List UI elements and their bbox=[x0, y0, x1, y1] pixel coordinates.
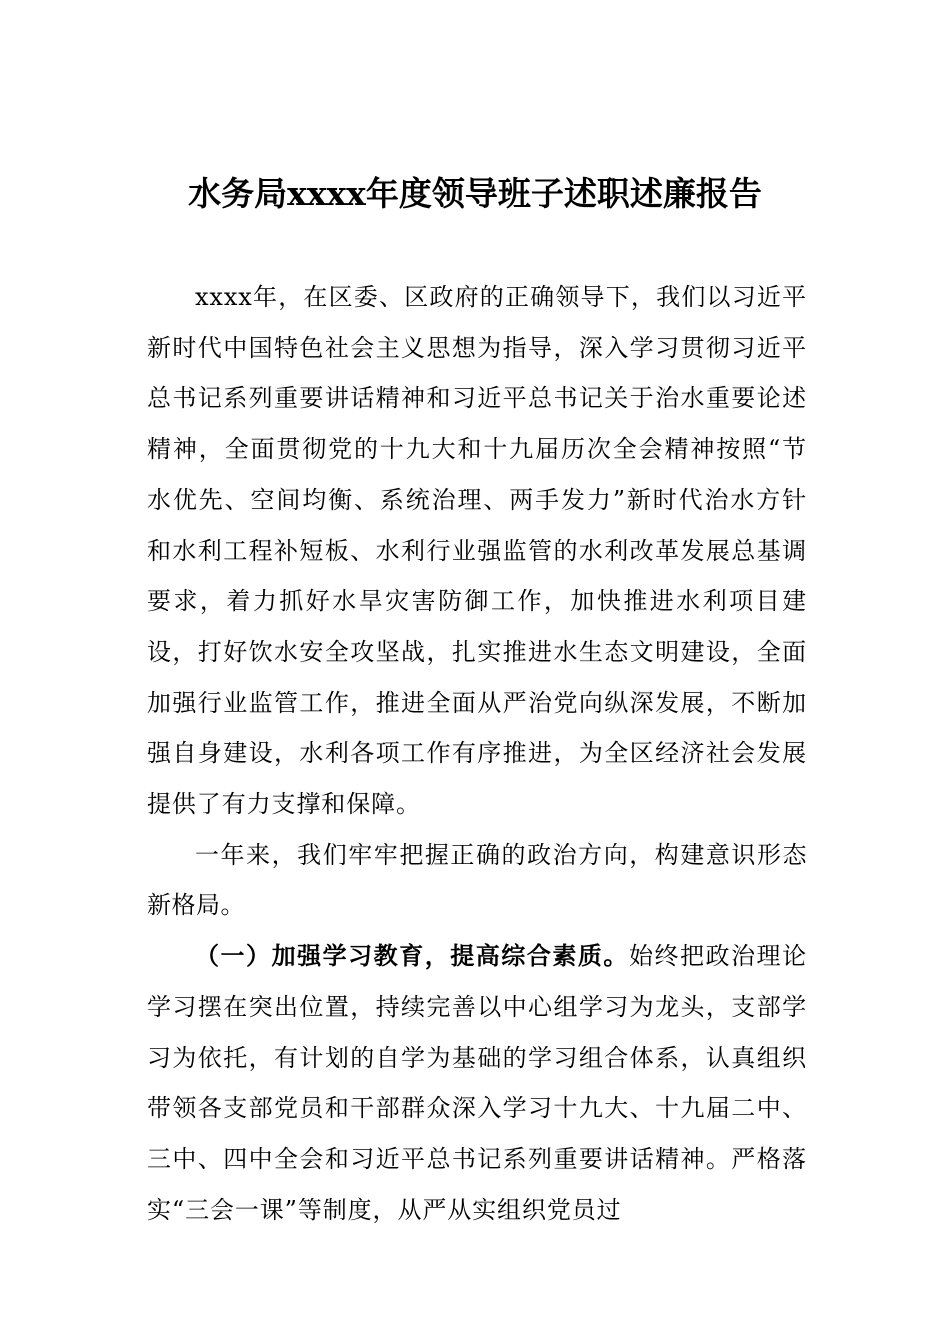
document-body bbox=[147, 272, 807, 1235]
paragraph-section-one bbox=[147, 931, 807, 1235]
section-one-text: 始终把政治理论学习摆在突出位置，持续完善以中心组学习为龙头，支部学习为依托，有计划的自学为基础的学习组合体系，认真组织带领各支部党员和干部群众深入学习十九大、十九届二中、三中、四中全会和习近平总书记系列重要讲话精神。严格落实“三会一课”等制度，从严从实组织党员过 bbox=[147, 942, 807, 1224]
paragraph-summary bbox=[147, 830, 807, 931]
paragraph-intro bbox=[147, 272, 807, 830]
paragraph-intro-text: xxxx年，在区委、区政府的正确领导下，我们以习近平新时代中国特色社会主义思想为指导，深入学习贯彻习近平总书记系列重要讲话精神和习近平总书记关于治水重要论述精神，全面贯彻党的十九大和十九届历次全会精神按照“节水优先、空间均衡、系统治理、两手发力”新时代治水方针和水利工程补短板、水利行业强监管的水利改革发展总基调要求，着力抓好水旱灾害防御工作，加快推进水利项目建设，打好饮水安全攻坚战，扎实推进水生态文明建设，全面加强行业监管工作，推进全面从严治党向纵深发展，不断加强自身建设，水利各项工作有序推进，为全区经济社会发展提供了有力支撑和保障。 bbox=[147, 283, 807, 819]
document-title: 水务局xxxx年度领导班子述职述廉报告 bbox=[188, 174, 762, 213]
paragraph-summary-text: 一年来，我们牢牢把握正确的政治方向，构建意识形态新格局。 bbox=[147, 840, 807, 920]
section-one-heading: （一）加强学习教育，提高综合素质。 bbox=[195, 941, 629, 971]
